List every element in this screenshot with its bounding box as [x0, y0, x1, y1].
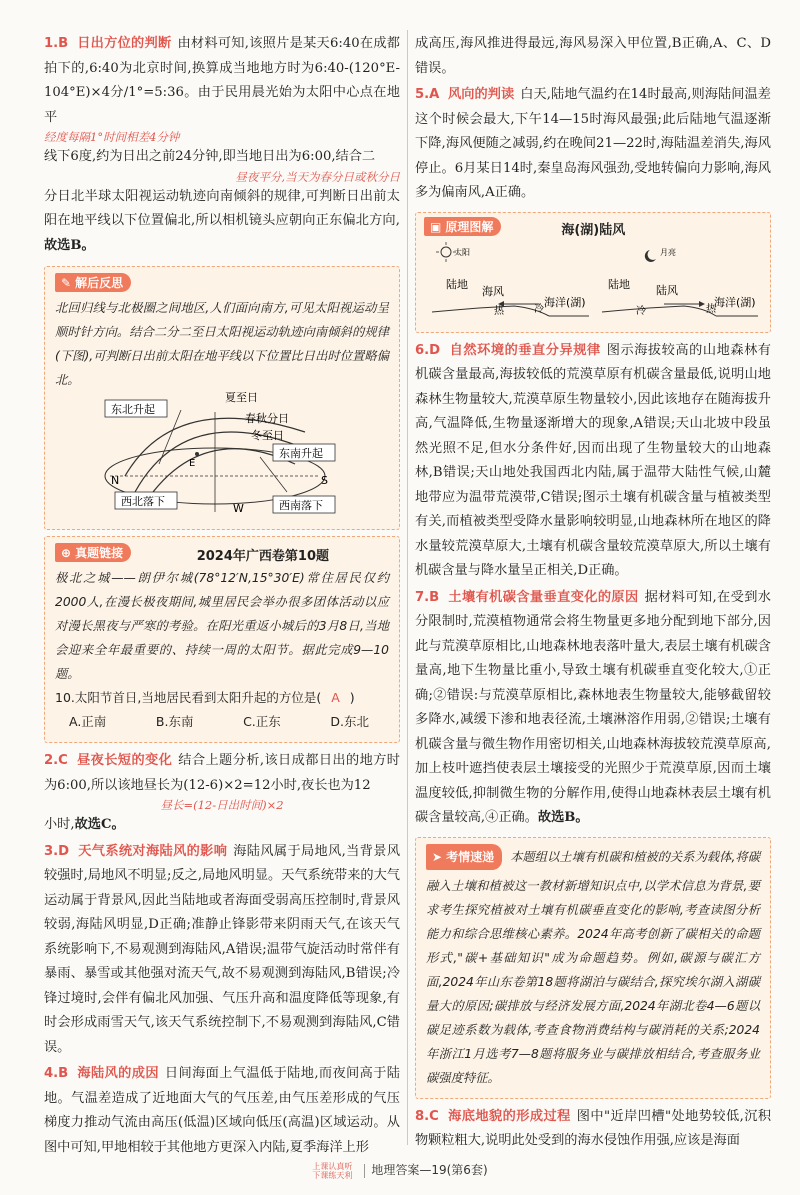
q2-topic: 昼夜长短的变化	[77, 753, 173, 768]
q2-paragraph	[44, 749, 400, 798]
column-divider	[407, 30, 408, 1145]
reflection-box	[44, 266, 400, 530]
s-label: S	[321, 474, 328, 487]
q2-number: 2.C	[44, 753, 68, 768]
q7-paragraph	[415, 586, 771, 831]
option-a: A.正南	[69, 714, 107, 729]
exam-trend-tag	[426, 844, 502, 870]
footer-page-label: 地理答案—19(第6套)	[371, 1163, 488, 1177]
q6-paragraph	[415, 339, 771, 584]
q1-note-2: 昼夜平分,当天为春分日或秋分日	[235, 169, 400, 184]
q3-paragraph	[44, 840, 400, 1061]
n-label: N	[111, 474, 120, 487]
q7-text: 据材料可知,在受到水分限制时,荒漠植物通常会将生物量更多地分配到地下部分,因此与荒漠草原相比,山地森林地表落叶量大,表层土壤有机碳含量高,地下生物量比重小,导致土壤有机碳垂直变化较大,①正确;②错误:与荒漠草原相比,森林地表生物量较大,能够截留较多降水,减缓下渗和地表径流,土壤淋溶作用弱,②错误;土壤有机碳含量与微生物作用密切相关,山地森林海拔较荒漠草原高,加上枝叶遮挡使表层土壤接受的光照少于荒漠草原,因而土壤温度较低,抑制微生物的分解作用,使得山地森林表层土壤有机碳含量较高,④正确。	[415, 589, 771, 825]
night-land-line	[602, 306, 716, 316]
day-hot-label: 热	[494, 305, 504, 317]
real-exam-title: 2024年广西卷第10题	[196, 549, 329, 564]
exam-trend-text	[426, 844, 760, 1090]
q3-topic: 天气系统对海陆风的影响	[78, 843, 228, 859]
q1-text: 由材料可知,该照片是某天6:40在成都拍下的,6:40为北京时间,换算成当地地方时为6:40-(120°E-104°E)×4分/1°=5:36。由于民用晨光始为太阳中心点在地平	[44, 36, 400, 125]
q5-topic: 风向的判读	[447, 87, 515, 102]
sun-label: 太阳	[454, 247, 470, 257]
se-label: 东南升起	[279, 447, 323, 460]
footer-separator	[364, 1164, 365, 1178]
e-label: E	[189, 458, 196, 469]
q1-text-3	[44, 185, 400, 259]
logo-line-2: 下课练天利	[312, 1170, 353, 1180]
logo-line-1: 上课认真听	[312, 1161, 353, 1171]
q2-text-2-body: 小时,	[44, 817, 75, 832]
diagram-icon: ▣	[430, 219, 442, 234]
day-wind-label: 海风	[482, 284, 504, 298]
q8-paragraph	[415, 1105, 771, 1154]
night-arrow-head	[699, 301, 705, 307]
winter-label: 冬至日	[251, 429, 284, 442]
w-label: W	[233, 502, 244, 515]
moon-icon	[645, 250, 656, 262]
q8-topic: 海底地貌的形成过程	[448, 1108, 571, 1124]
principle-box	[415, 212, 771, 333]
q8-number: 8.C	[415, 1108, 439, 1124]
q5-paragraph	[415, 83, 771, 206]
q5-text: 白天,陆地气温约在14时最高,则海陆间温差这个时候会最大,下午14—15时海风最强;此后陆地气温逐渐下降,海风便随之减弱,约在晚间21—22时,海陆温差消失,海风停止。6月某日14时,秦皇岛海风强劲,受地转偏向力影响,海风多为偏南风,A正确。	[415, 87, 771, 200]
real-exam-question	[55, 686, 389, 710]
q2-note: 昼长=(12-日出时间)×2	[160, 798, 284, 812]
real-exam-options	[55, 710, 389, 734]
principle-tag-label: 原理图解	[445, 219, 494, 234]
reflection-tag	[55, 273, 131, 292]
q1-paragraph	[44, 32, 400, 130]
q6-number: 6.D	[415, 342, 441, 358]
sun-icon	[441, 247, 451, 257]
exam-trend-tag-label: 考情速递	[446, 849, 495, 864]
exam-trend-body: 本题组以土壤有机碳和植被的关系为载体,将碳融入土壤和植被这一教材新增知识点中,以学术信息为背景,要求考生探究植被对土壤有机碳垂直变化的影响,考查读图分析能力和综合思维核心素养。2024年高考创新了碳相关的命题形式,"碳+基础知识"成为命题趋势。例如,碳源与碳汇方面,2024年山东卷第18题将湖泊与碳结合,探究埃尔湖入湖碳量大的原因;碳排放与经济发展方面,2024年湖北卷4—6题以碳足迹系数为载体,考查食物消费结构与碳消耗的关系;2024年浙江1月选考7—8题将服务业与碳排放相结合,考查服务业碳强度特征。	[426, 849, 760, 1085]
real-exam-tag-label: 真题链接	[75, 546, 124, 560]
q3-number: 3.D	[44, 843, 70, 859]
real-exam-question-close: )	[349, 690, 355, 705]
day-cold-label: 冷	[534, 303, 544, 315]
q4-text: 日间海面上气温低于陆地,而夜间高于陆地。气温差造成了近地面大气的气压差,由气压差形成的气压梯度力推动气流由高压(低温)区域向低压(高温)区域运动。从图中可知,甲地相较于其他地方更深入内陆,夏季海洋上形	[44, 1066, 400, 1155]
reflection-tag-label: 解后反思	[75, 276, 124, 290]
night-sea-label: 海洋(湖)	[714, 295, 756, 309]
real-exam-box	[44, 536, 400, 743]
q1-text-2: 线下6度,约为日出之前24分钟,即当地日出为6:00,结合二	[44, 149, 376, 164]
q2-text: 结合上题分析,该日成都日出的地方时为6:00,所以该地昼长为(12-6)×2=12小时,夜长也为12	[44, 753, 400, 793]
q5-number: 5.A	[415, 87, 440, 102]
reflection-text: 北回归线与北极圈之间地区,人们面向南方,可见太阳视运动呈顺时针方向。结合二分二至日太阳视运动轨迹向南倾斜的规律(下图),可判断日出前太阳在地平线以下位置比日出时位置略偏北。	[55, 301, 389, 387]
night-cold-label: 冷	[636, 305, 646, 317]
lightbulb-icon: ✎	[61, 276, 72, 290]
principle-tag	[424, 217, 501, 236]
exam-trend-box	[415, 837, 771, 1099]
q3-text: 海陆风属于局地风,当背景风较强时,局地风不明显;反之,局地风明显。天气系统带来的大气运动属于背景风,因此当陆地或者海面受弱高压控制时,背景风较弱,海陆风明显,D正确;准静止锋影带来阴雨天气,在该天气系统影响下,不易观测到海陆风,A错误;温带气旋活动时常伴有暴雨、暴雪或其他强对流天气,故不易观测到海陆风,B错误;冷锋过境时,会伴有偏北风加强、气压升高和温度降低等现象,有时会形成雨雪天气,该天气系统控制下,不易观测到海陆风,C错误。	[44, 843, 401, 1055]
q8-text: 图中"近岸凹槽"处地势较低,沉积物颗粒粗大,说明此处受到的海水侵蚀作用强,应该是海面	[415, 1108, 772, 1148]
publisher-logo	[312, 1162, 352, 1180]
q6-topic: 自然环境的垂直分异规律	[449, 342, 601, 358]
day-land-label: 陆地	[446, 277, 468, 291]
q4-paragraph	[44, 1062, 400, 1160]
ne-pointer	[159, 410, 181, 464]
real-exam-answer: A	[331, 690, 340, 705]
rocket-icon: ➤	[432, 849, 443, 864]
link-icon: ⊕	[61, 546, 72, 560]
q1-text-3-body: 分日北半球太阳视运动轨迹向南倾斜的规律,可判断日出前太阳在地平线以下位置偏北,所以相机镜头应朝向正东偏北方向,	[44, 188, 400, 228]
option-c: C.正东	[243, 714, 281, 729]
real-exam-tag	[55, 543, 131, 562]
q4-number: 4.B	[44, 1066, 69, 1081]
option-d: D.东北	[330, 714, 369, 729]
sw-label: 西南落下	[279, 499, 323, 512]
night-wind-label: 陆风	[656, 283, 678, 297]
q7-answer-text: 故选B。	[537, 810, 589, 825]
day-sea-label: 海洋(湖)	[544, 295, 586, 309]
q1-topic: 日出方位的判断	[77, 36, 172, 51]
day-land-line	[432, 306, 549, 316]
option-b: B.东南	[155, 714, 194, 729]
q6-text: 图示海拔较高的山地森林有机碳含量最高,海拔较低的荒漠草原有机碳含量最低,说明山地森林生物量较大,荒漠草原生物量较小,因此该地存在随海拔升高,气温降低,生物量逐渐增大的现象,A错误;天山北坡中段虽然光照不足,但水分条件好,因而出现了生物量较大的山地森林,B错误;天山地处我国西北内陆,属于温带大陆性气候,山麓地带应为温带荒漠带,C错误;图示土壤有机碳含量与植被类型有关,而植被类型受降水量影响较明显,山地森林所在地区的降水量较荒漠草原大,土壤有机碳含量较荒漠草原大,所以土壤有机碳含量与降水量呈正相关,D正确。	[415, 342, 771, 578]
nw-label: 西北落下	[121, 495, 165, 508]
q1-note-1: 经度每隔1°时间相差4分钟	[44, 130, 180, 144]
left-column	[44, 32, 400, 1160]
q2-text-2	[44, 813, 400, 838]
q4-continued: 成高压,海风推进得最远,海风易深入甲位置,B正确,A、C、D错误。	[415, 36, 771, 76]
principle-title: 海(湖)陆风	[561, 222, 626, 238]
sea-land-breeze-svg	[424, 240, 762, 324]
se-pointer	[260, 457, 287, 492]
observer-dot	[195, 452, 199, 456]
right-column	[415, 32, 771, 1154]
real-exam-text: 极北之城——朗伊尔城(78°12′N,15°30′E)常住居民仅约2000人,在漫长极夜期间,城里居民会举办很多团体活动以应对漫长黑夜与严寒的考验。在阳光重返小城后的3月8日,当地会迎来全年最重要的、持续一周的太阳节。据此完成9—10题。	[55, 571, 389, 681]
sun-path-svg	[55, 392, 389, 517]
moon-label: 月亮	[660, 247, 676, 257]
sun-path-diagram	[55, 392, 389, 521]
summer-label: 夏至日	[225, 392, 258, 404]
q4-topic: 海陆风的成因	[77, 1066, 159, 1081]
real-exam-question-text: 10.太阳节首日,当地居民看到太阳升起的方位是(	[55, 690, 322, 705]
equinox-label: 春秋分日	[245, 412, 289, 425]
night-hot-label: 热	[706, 303, 716, 315]
q1-number: 1.B	[44, 36, 69, 51]
q7-number: 7.B	[415, 589, 440, 605]
ne-label: 东北升起	[111, 403, 155, 416]
q7-topic: 土壤有机碳含量垂直变化的原因	[448, 589, 639, 605]
q1-answer-text: 故选B。	[44, 237, 95, 253]
sun-rays-icon	[436, 242, 456, 262]
page-footer	[0, 1161, 800, 1180]
q2-answer-text: 故选C。	[74, 817, 125, 832]
night-land-label: 陆地	[608, 277, 630, 291]
